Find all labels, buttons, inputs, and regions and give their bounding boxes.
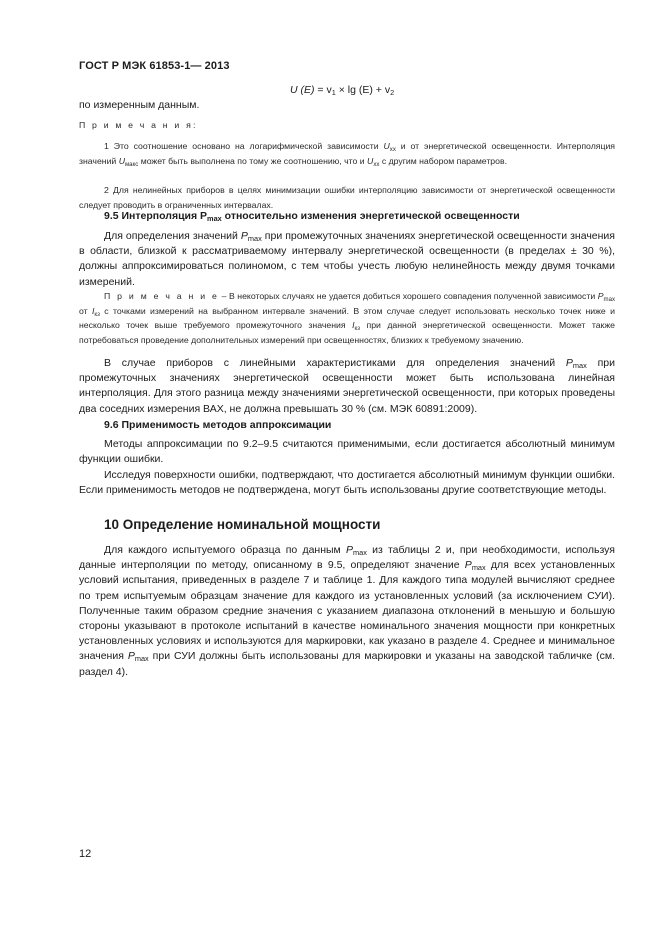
s95-p2-a: В случае приборов с линейными характеристиками для определения значений [104, 357, 566, 369]
note-1-text-d: с другим набором параметров. [379, 155, 508, 166]
note-1-s3: хх [373, 160, 380, 168]
formula-lhs: U (E) [290, 84, 315, 96]
s95-note-p: P [597, 291, 604, 301]
s95-title-sub: max [207, 214, 222, 223]
section-9-5-title [104, 210, 520, 222]
s95-p1-sub: max [247, 234, 262, 243]
s95-p2-b: при промежуточных значениях энергетической освещенности может быть использована линейная интерполяция. Для этого разница между значениями энергетической освещенности, при которых проведены два соседних измерения ВАХ, не должна превышать 30 % (см. МЭК 60891:2009). [79, 357, 615, 415]
note-1-u1: U [383, 141, 390, 151]
s95-paragraph-1 [79, 229, 615, 290]
formula-sub1: 1 [331, 88, 336, 97]
note-2: 2 Для нелинейных приборов в целях минимизации ошибки интерполяцию зависимости от энергетической освещенности следует проводить в ограниченных интервалах. [79, 185, 615, 210]
note-1-u2: U [118, 155, 125, 166]
s10-p2: P [464, 559, 472, 572]
note-1-text-b: и от энергетической освещенности. Интерполяция значений [79, 141, 616, 166]
s95-note [79, 289, 615, 347]
note-1-u3: U [367, 155, 374, 166]
note-1 [79, 139, 615, 168]
formula-mid: × lg (E) + v [335, 84, 391, 96]
s95-p1-a: Для определения значений [104, 230, 241, 242]
s95-note-i1sub: кз [94, 310, 100, 318]
s10-sub2: max [471, 563, 486, 573]
document-header: ГОСТ Р МЭК 61853-1— 2013 [79, 60, 230, 72]
s95-note-c: с точками измерений на выбранном интервале значений. В этом случае следует использовать несколько точек ниже и несколько точек выше требуемого промежуточного значения [79, 305, 615, 331]
page-number: 12 [79, 848, 92, 860]
note-1-text-a: 1 Это соотношение основано на логарифмической зависимости [104, 141, 384, 151]
s95-title-a: 9.5 Интерполяция P [104, 210, 208, 222]
s95-note-psub: max [603, 296, 615, 303]
s10-c: для всех установленных условий испытания, приведенных в разделе 7 и таблице 1. Для каждого типа модулей вычисляют среднее по трем испытуемым образцам значение для каждого из установленных условий (за исключением СУИ). Полученные таким образом средние значения с указанием диапазона отклонений в меньшую и большую стороны указывают в протоколе испытаний в качестве номинального значения мощности при конкретных установленных условиях и используются для маркировки, как указано в разделе 4. Среднее и минимальное значения [79, 559, 616, 663]
s95-p1-p: P [240, 230, 248, 242]
s95-p2-p: P [565, 357, 573, 369]
s95-title-b: относительно изменения энергетической освещенности [221, 210, 520, 222]
s95-note-d: при данной энергетической освещенности. Может также потребоваться проведение дополнительных измерений при освещенностях, близких к требуемому значению. [79, 320, 615, 345]
s10-a: Для каждого испытуемого образца по данным [104, 544, 346, 556]
s95-note-label: П р и м е ч а н и е [104, 291, 220, 301]
s10-sub3: max [134, 654, 149, 664]
formula-eq: = v [314, 84, 332, 96]
notes-label: П р и м е ч а н и я: [79, 120, 198, 130]
formula [290, 84, 394, 96]
paragraph-measured: по измеренным данным. [79, 99, 200, 111]
section-9-6-title: 9.6 Применимость методов аппроксимации [104, 419, 332, 431]
note-1-text-c: может быть выполнена по тому же соотношению, что и [138, 155, 368, 166]
s10-paragraph [79, 543, 615, 680]
s10-p1: P [345, 544, 353, 556]
note-1-s1: хх [389, 146, 396, 153]
s95-paragraph-2 [79, 356, 615, 417]
s10-d: при СУИ должны быть использованы для маркировки и указаны на заводской табличке (см. раздел 4). [79, 650, 615, 678]
s96-paragraph-1: Методы аппроксимации по 9.2–9.5 считаются применимыми, если достигается абсолютный минимум функции ошибки. [79, 438, 615, 466]
s95-note-a: – В некоторых случаях не удается добиться хорошего совпадения полученной зависимости [219, 291, 598, 301]
s10-sub1: max [353, 548, 367, 557]
section-10-title: 10 Определение номинальной мощности [104, 517, 381, 532]
s95-p2-sub: max [572, 361, 587, 370]
s95-p1-b: при промежуточных значениях энергетической освещенности значения в области, близкой к рассматриваемому интервалу энергетической освещенности (в пределах ± 30 %), должны аппроксимироваться полиномом, с тем чтобы учесть любую нелинейность между двумя точками измерений. [79, 230, 615, 288]
note-1-s2: макс [124, 160, 139, 168]
s95-note-i2: I [352, 320, 355, 331]
s10-p3: P [127, 650, 135, 663]
formula-sub2: 2 [390, 88, 395, 97]
s95-note-i2sub: кз [354, 325, 360, 333]
s96-paragraph-2: Исследуя поверхности ошибки, подтверждают, что достигается абсолютный минимум функции ошибки. Если применимость методов не подтверждена, могут быть использованы другие соответствующие методы. [79, 469, 615, 497]
s95-note-b: от [79, 305, 92, 316]
s10-b: из таблицы 2 и, при необходимости, используя данные интерполяции по методу, описанному в 9.5, определяют значение [79, 544, 615, 572]
s95-note-i1: I [91, 305, 95, 316]
